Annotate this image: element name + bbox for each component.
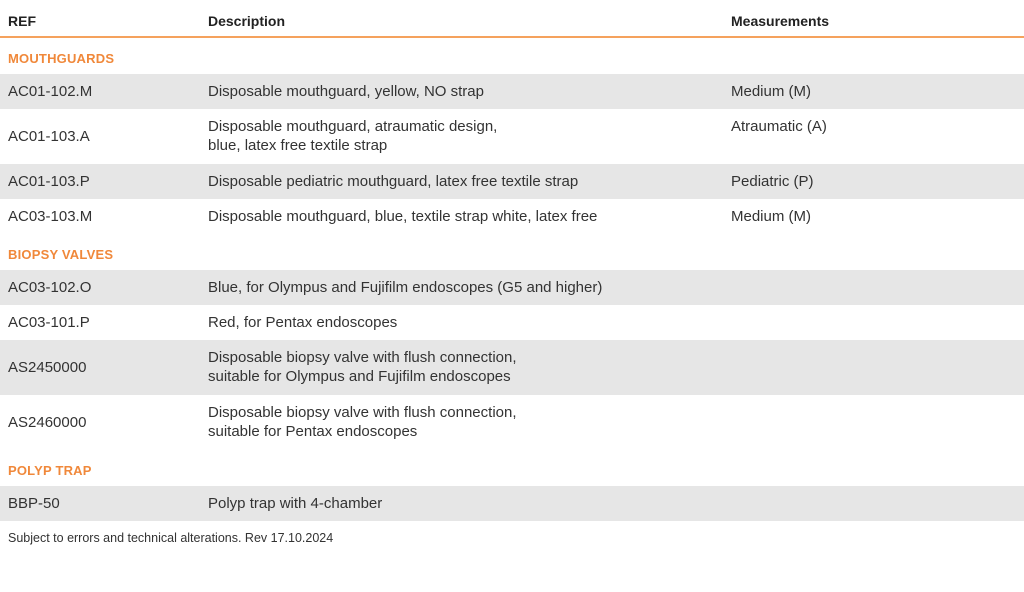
section-title: MOUTHGUARDS	[8, 51, 115, 66]
table-body	[0, 38, 1024, 521]
cell-description: Disposable mouthguard, yellow, NO strap	[208, 83, 484, 100]
section-heading	[0, 450, 1024, 486]
header-ref: REF	[8, 13, 36, 29]
section-heading	[0, 234, 1024, 270]
table-row	[0, 270, 1024, 305]
table-row	[0, 486, 1024, 521]
cell-description: Disposable biopsy valve with flush connection,	[208, 349, 517, 366]
cell-ref: AS2460000	[8, 414, 87, 431]
cell-description: Blue, for Olympus and Fujifilm endoscopes (G5 and higher)	[208, 279, 603, 296]
table-row	[0, 199, 1024, 234]
cell-description: blue, latex free textile strap	[208, 137, 388, 154]
cell-description: Disposable mouthguard, blue, textile strap white, latex free	[208, 208, 598, 225]
cell-measurements: Pediatric (P)	[731, 173, 814, 190]
table-row	[0, 395, 1024, 450]
cell-measurements: Medium (M)	[731, 83, 812, 100]
cell-description: Disposable biopsy valve with flush connection,	[208, 404, 517, 421]
table-row	[0, 340, 1024, 395]
cell-measurements: Atraumatic (A)	[731, 118, 827, 135]
cell-description: suitable for Olympus and Fujifilm endoscopes	[208, 368, 511, 385]
cell-ref: AC01-103.A	[8, 128, 90, 145]
cell-measurements: Medium (M)	[731, 208, 812, 225]
cell-description: Disposable mouthguard, atraumatic design,	[208, 118, 498, 135]
section-heading	[0, 38, 1024, 74]
section-title: POLYP TRAP	[8, 463, 92, 478]
table-header	[0, 0, 1024, 38]
cell-ref: AC03-103.M	[8, 208, 93, 225]
table-row	[0, 74, 1024, 109]
cell-description: Disposable pediatric mouthguard, latex free textile strap	[208, 173, 579, 190]
table-row	[0, 164, 1024, 199]
cell-description: Polyp trap with 4-chamber	[208, 495, 383, 512]
cell-ref: AS2450000	[8, 359, 87, 376]
cell-ref: AC01-102.M	[8, 83, 93, 100]
cell-description: Red, for Pentax endoscopes	[208, 314, 398, 331]
header-measurements: Measurements	[731, 13, 830, 29]
footer-note: Subject to errors and technical alterations. Rev 17.10.2024	[8, 531, 334, 545]
cell-ref: BBP-50	[8, 495, 60, 512]
cell-ref: AC01-103.P	[8, 173, 90, 190]
cell-ref: AC03-101.P	[8, 314, 90, 331]
section-title: BIOPSY VALVES	[8, 247, 114, 262]
cell-description: suitable for Pentax endoscopes	[208, 423, 418, 440]
header-description: Description	[208, 13, 286, 29]
table-row	[0, 109, 1024, 164]
cell-ref: AC03-102.O	[8, 279, 92, 296]
table-row	[0, 305, 1024, 340]
